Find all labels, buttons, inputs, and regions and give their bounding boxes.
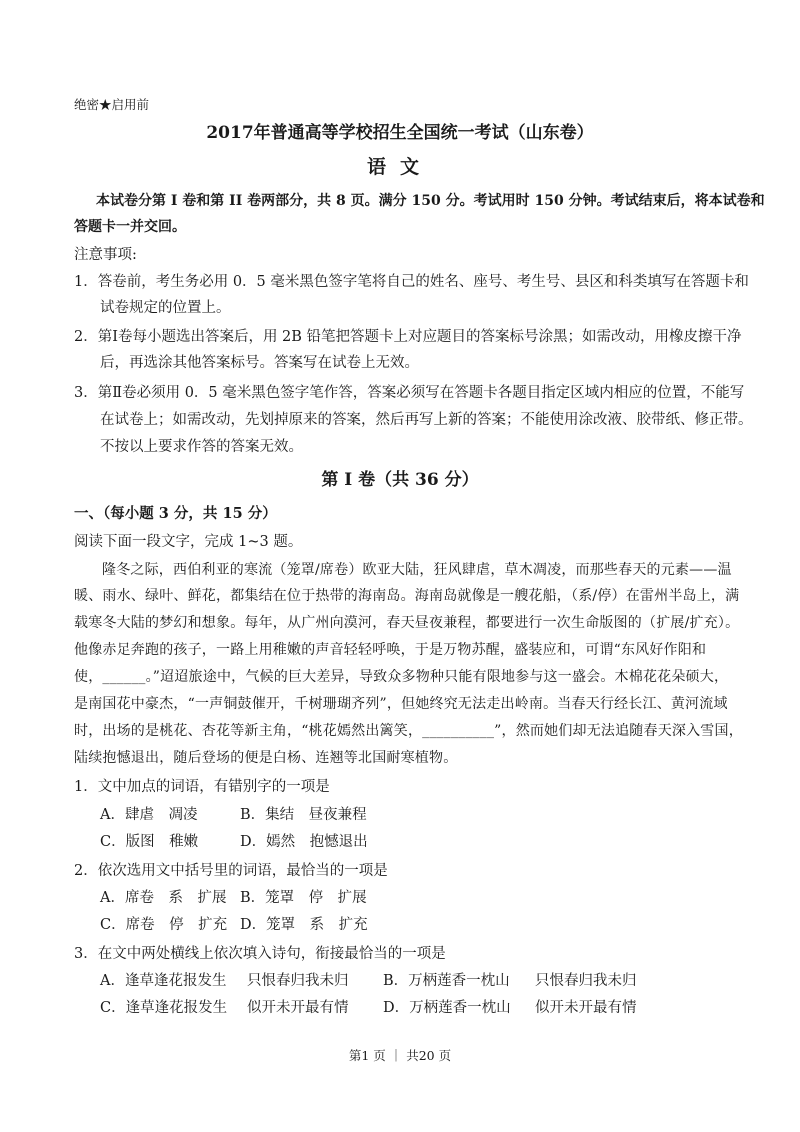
question-3-option-b-first: B．万柄莲香一枕山 [383,973,510,989]
question-3-stem: 3．在文中两处横线上依次填入诗句，衔接最恰当的一项是 [74,946,446,962]
question-1-option-b: B．集结 昼夜兼程 [240,807,367,823]
note-3-line-2: 在试卷上；如需改动，先划掉原来的答案，然后再写上新的答案；不能使用涂改液、胶带纸、修正带。 [100,412,753,428]
note-1-line-1: 1．答卷前，考生务必用 0．5 毫米黑色签字笔将自己的姓名、座号、考生号、县区和科类填写在答题卡和 [74,274,749,290]
part-1-heading: 第 I 卷（共 36 分） [321,470,479,490]
question-2-option-b: B．笼罩 停 扩展 [240,890,367,906]
passage-line-4: 他像赤足奔跑的孩子，一路上用稚嫩的声音轻轻呼唤，于是万物苏醒，盛装应和，可谓“东风好作阳和 [74,642,707,658]
note-3-line-3: 不按以上要求作答的答案无效。 [100,439,303,455]
note-3-line-1: 3．第Ⅱ卷必须用 0．5 毫米黑色签字笔作答，答案必须写在答题卡各题目指定区域内相应的位置，不能写 [74,385,745,401]
question-2-option-d: D．笼罩 系 扩充 [240,917,368,933]
note-1-line-2: 试卷规定的位置上。 [100,300,231,316]
question-3-option-b-second: 只恨春归我未归 [535,973,637,989]
intro-line-2: 答题卡一并交回。 [74,219,186,235]
notes-heading: 注意事项: [74,247,137,263]
question-1-option-c: C．版图 稚嫩 [100,834,199,850]
question-3-option-a-second: 只恨春归我未归 [247,973,349,989]
page-footer: 第1 页 ｜ 共20 页 [348,1048,452,1063]
subject-title: 语文 [366,156,433,178]
passage-line-6: 是南国花中豪杰，“一声铜鼓催开，千树珊瑚齐列”，但她终究无法走出岭南。当春天行经长江、黄河流域 [74,696,728,712]
question-3-option-a-first: A．逢草逢花报发生 [100,973,227,989]
passage-line-7: 时，出场的是桃花、杏花等新主角，“桃花嫣然出篱笑，__________”，然而她们却无法追随春天深入雪国， [74,723,743,739]
passage-line-8: 陆续抱憾退出，随后登场的便是白杨、连翘等北国耐寒植物。 [74,750,458,766]
question-3-option-c-second: 似开未开最有情 [247,1000,349,1016]
question-2-option-c: C．席卷 停 扩充 [100,917,228,933]
confidential-label: 绝密★启用前 [74,97,150,112]
passage-line-5: 使，______。”迢迢旅途中，气候的巨大差异，导致众多物种只能有限地参与这一盛会。木棉花花朵硕大， [74,669,729,685]
note-2-line-2: 后，再选涂其他答案标号。答案写在试卷上无效。 [100,355,419,371]
intro-line-1: 本试卷分第 I 卷和第 II 卷两部分，共 8 页。满分 150 分。考试用时 150 分钟。考试结束后，将本试卷和 [96,193,765,209]
question-3-option-c-first: C．逢草逢花报发生 [100,1000,228,1016]
passage-line-2: 暖、雨水、绿叶、鲜花，都集结在位于热带的海南岛。海南岛就像是一艘花船，（系/停）在雷州半岛上，满 [74,588,740,604]
section-1-heading: 一、（每小题 3 分，共 15 分） [74,505,277,522]
question-1-option-d: D．嫣然 抱憾退出 [240,834,368,850]
passage-line-1: 隆冬之际，西伯利亚的寒流（笼罩/席卷）欧亚大陆，狂风肆虐，草木凋凌，而那些春天的元素——温 [102,562,732,578]
question-1-stem: 1．文中加点的词语，有错别字的一项是 [74,779,330,795]
question-2-stem: 2．依次选用文中括号里的词语，最恰当的一项是 [74,863,388,879]
question-2-option-a: A．席卷 系 扩展 [100,890,227,906]
passage-line-3: 载寒冬大陆的梦幻和想象。每年，从广州向漠河，春天昼夜兼程，都要进行一次生命版图的（扩展/扩充）。 [74,615,740,631]
question-3-option-d-first: D．万柄莲香一枕山 [383,1000,511,1016]
question-1-option-a: A．肆虐 凋凌 [100,807,198,823]
note-2-line-1: 2．第Ⅰ卷每小题选出答案后，用 2B 铅笔把答题卡上对应题目的答案标号涂黑；如需改动，用橡皮擦干净 [74,329,742,345]
reading-instruction: 阅读下面一段文字，完成 1~3 题。 [74,534,303,550]
question-3-option-d-second: 似开未开最有情 [535,1000,637,1016]
exam-title: 2017年普通高等学校招生全国统一考试（山东卷） [206,123,594,143]
